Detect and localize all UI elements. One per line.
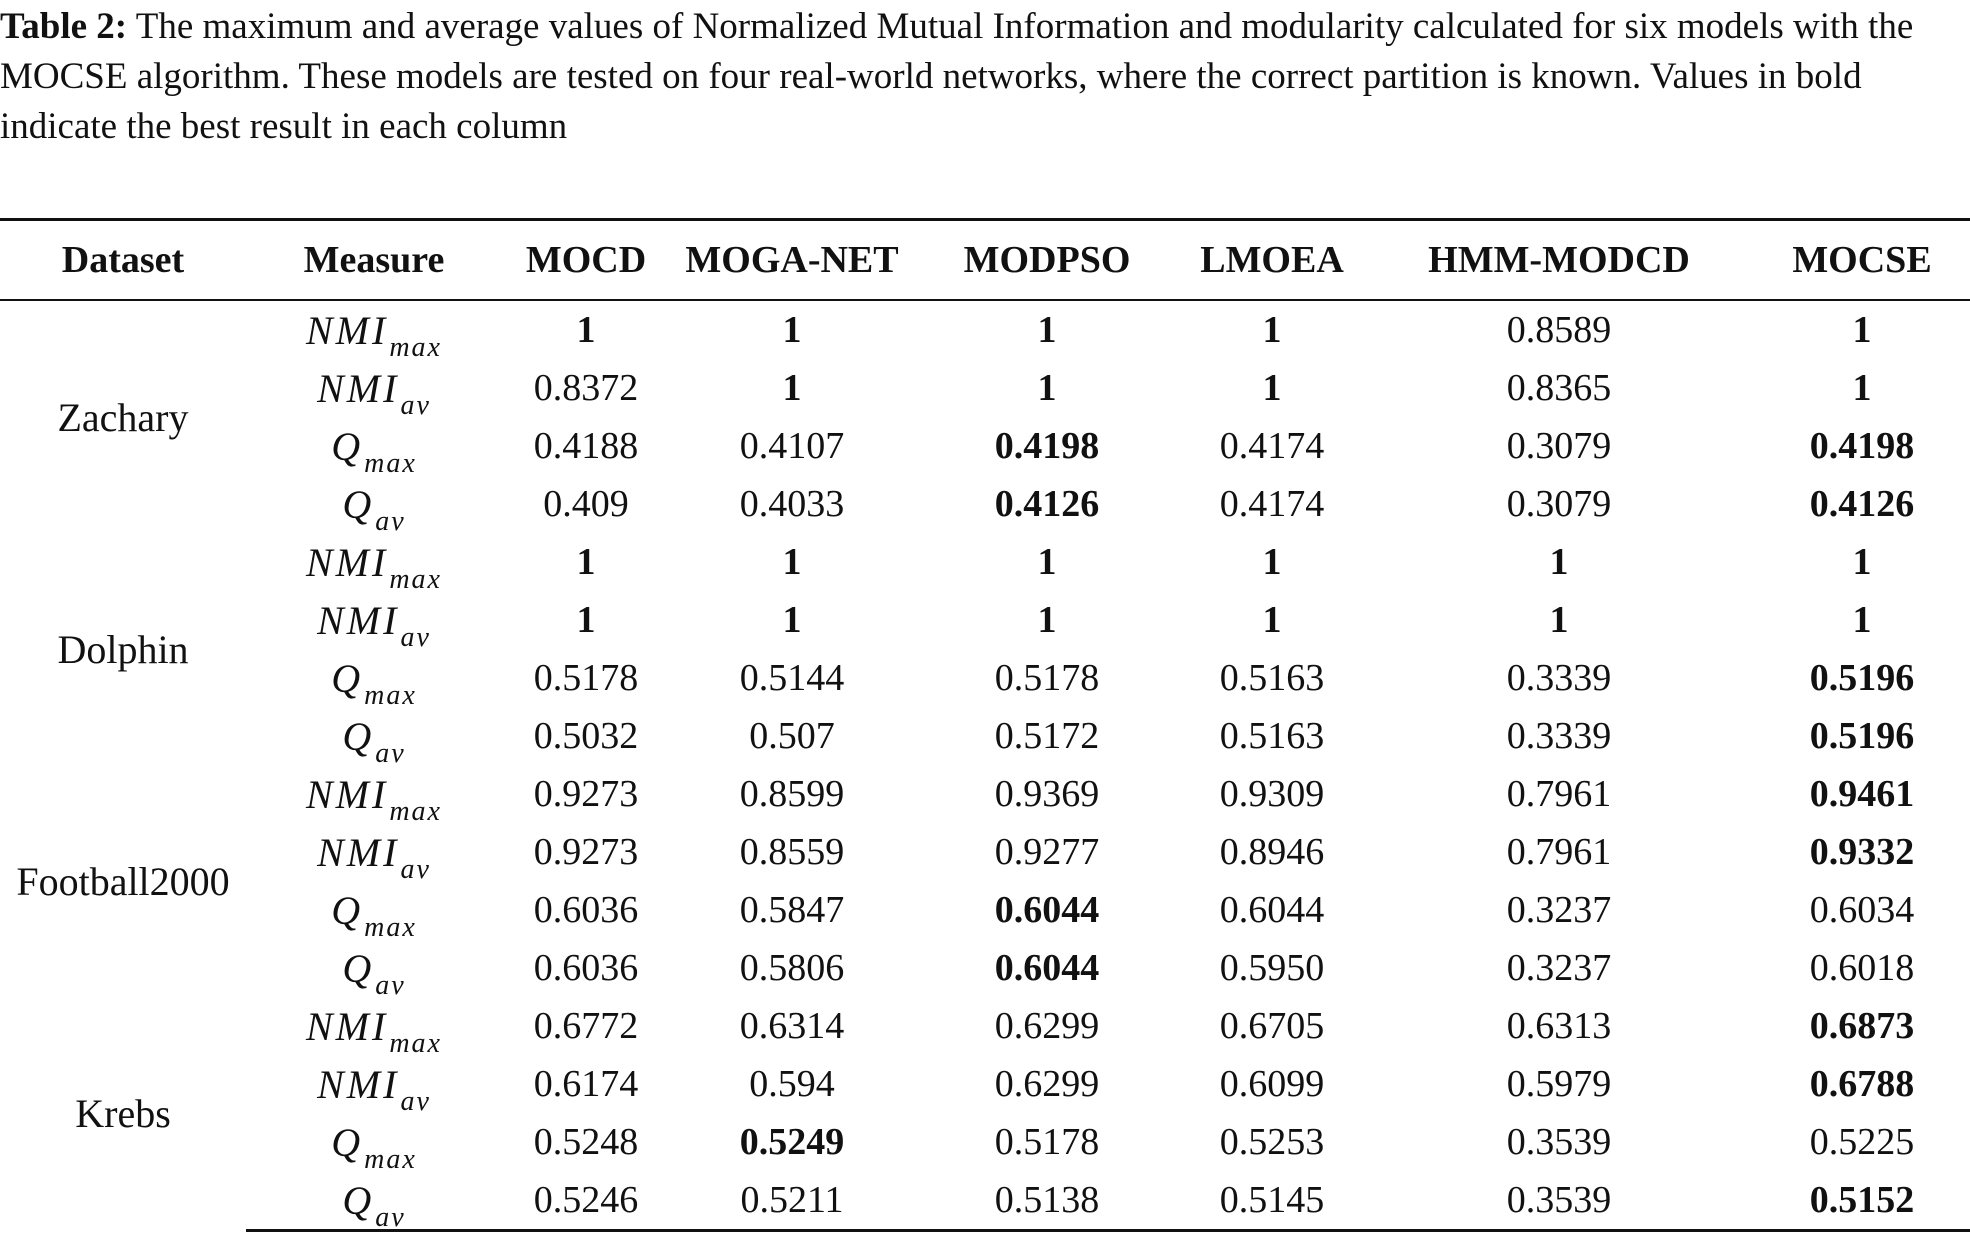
value-cell: 0.6314 xyxy=(739,1005,845,1047)
value-cell: 0.5178 xyxy=(994,1121,1100,1163)
value-cell: 0.4198 xyxy=(994,425,1100,467)
measure-cell xyxy=(246,1171,502,1231)
value-cell: 0.5249 xyxy=(739,1121,845,1163)
value-cell: 1 xyxy=(1852,309,1872,351)
measure-symbol: NMI xyxy=(306,771,389,817)
value-cell: 0.409 xyxy=(543,483,629,525)
measure-symbol: NMI xyxy=(306,1003,389,1049)
value-cell: 0.6036 xyxy=(533,947,639,989)
measure-cell xyxy=(246,533,502,595)
measure-symbol: NMI xyxy=(317,1061,400,1107)
value-cell: 0.4198 xyxy=(1809,425,1915,467)
value-cell: 0.5253 xyxy=(1219,1121,1325,1163)
table-row xyxy=(0,881,1970,939)
value-cell: 0.6018 xyxy=(1809,947,1915,989)
table-row xyxy=(0,1171,1970,1231)
value-cell: 0.594 xyxy=(749,1063,835,1105)
table-row xyxy=(0,417,1970,475)
value-cell: 0.5806 xyxy=(739,947,845,989)
value-cell: 1 xyxy=(1852,599,1872,641)
header-lmoea: LMOEA xyxy=(1180,220,1364,301)
value-cell: 0.7961 xyxy=(1506,831,1612,873)
value-cell: 0.5847 xyxy=(739,889,845,931)
table-caption xyxy=(0,2,1962,152)
value-cell: 0.9461 xyxy=(1809,773,1915,815)
value-cell: 0.6299 xyxy=(994,1063,1100,1105)
value-cell: 1 xyxy=(1262,367,1282,409)
value-cell: 0.9277 xyxy=(994,831,1100,873)
measure-subscript: av xyxy=(400,1085,431,1117)
value-cell: 0.5178 xyxy=(533,657,639,699)
value-cell: 1 xyxy=(782,599,802,641)
value-cell: 0.6036 xyxy=(533,889,639,931)
table-row xyxy=(0,359,1970,417)
value-cell: 0.3339 xyxy=(1506,715,1612,757)
measure-symbol: NMI xyxy=(317,597,400,643)
dataset-cell: Zachary xyxy=(57,394,189,440)
measure-subscript: max xyxy=(364,679,417,711)
table-row xyxy=(0,765,1970,823)
value-cell: 0.6099 xyxy=(1219,1063,1325,1105)
table-row xyxy=(0,649,1970,707)
value-cell: 0.8365 xyxy=(1506,367,1612,409)
caption-text: The maximum and average values of Normalized Mutual Information and modularity calculated for six models with the MOCSE algorithm. These models are tested on four real-world networks, where the correct partition is known. Values in bold indicate the best result in each column xyxy=(0,6,1914,147)
header-row xyxy=(0,220,1970,301)
measure-subscript: av xyxy=(400,853,431,885)
header-mocd: MOCD xyxy=(502,220,670,301)
header-measure: Measure xyxy=(246,220,502,301)
measure-subscript: max xyxy=(364,447,417,479)
measure-symbol: Q xyxy=(331,887,364,933)
value-cell: 0.4188 xyxy=(533,425,639,467)
dataset-cell: Dolphin xyxy=(57,626,189,672)
value-cell: 0.6044 xyxy=(994,947,1100,989)
measure-cell xyxy=(246,939,502,1001)
table-row xyxy=(0,823,1970,881)
value-cell: 1 xyxy=(1262,599,1282,641)
measure-subscript: av xyxy=(375,737,406,769)
dataset-cell: Football2000 xyxy=(16,858,230,904)
value-cell: 1 xyxy=(1037,367,1057,409)
value-cell: 0.7961 xyxy=(1506,773,1612,815)
table-row xyxy=(0,1113,1970,1171)
measure-symbol: Q xyxy=(342,713,375,759)
measure-symbol: NMI xyxy=(306,539,389,585)
value-cell: 0.5163 xyxy=(1219,715,1325,757)
value-cell: 0.3237 xyxy=(1506,947,1612,989)
measure-symbol: NMI xyxy=(317,829,400,875)
header-hmm-modcd: HMM-MODCD xyxy=(1364,220,1754,301)
value-cell: 0.5172 xyxy=(994,715,1100,757)
value-cell: 0.5152 xyxy=(1754,1171,1970,1231)
measure-subscript: max xyxy=(364,911,417,943)
measure-cell xyxy=(246,359,502,421)
value-cell: 1 xyxy=(1852,367,1872,409)
measure-cell xyxy=(246,881,502,943)
value-cell: 1 xyxy=(576,541,596,583)
value-cell: 1 xyxy=(782,541,802,583)
value-cell: 0.6044 xyxy=(994,889,1100,931)
value-cell: 0.5144 xyxy=(739,657,845,699)
value-cell: 0.8946 xyxy=(1219,831,1325,873)
measure-symbol: NMI xyxy=(317,365,400,411)
value-cell: 0.507 xyxy=(749,715,835,757)
table-header xyxy=(0,220,1970,301)
value-cell: 1 xyxy=(1549,541,1569,583)
measure-subscript: av xyxy=(375,969,406,1001)
measure-cell xyxy=(246,417,502,479)
value-cell: 1 xyxy=(782,309,802,351)
table-row xyxy=(0,939,1970,997)
value-cell: 0.5211 xyxy=(670,1171,914,1231)
results-table-container xyxy=(0,218,1970,1232)
measure-subscript: max xyxy=(389,1027,442,1059)
value-cell: 0.5145 xyxy=(1180,1171,1364,1231)
value-cell: 0.4033 xyxy=(739,483,845,525)
measure-cell xyxy=(246,765,502,827)
value-cell: 0.6299 xyxy=(994,1005,1100,1047)
measure-subscript: av xyxy=(375,505,406,537)
table-row xyxy=(0,300,1970,359)
value-cell: 0.4174 xyxy=(1219,425,1325,467)
measure-subscript: max xyxy=(389,795,442,827)
value-cell: 0.6044 xyxy=(1219,889,1325,931)
dataset-cell: Krebs xyxy=(75,1091,171,1137)
caption-label: Table 2: xyxy=(0,6,128,47)
measure-subscript: av xyxy=(400,621,431,653)
measure-subscript: av xyxy=(375,1201,406,1233)
value-cell: 1 xyxy=(1037,541,1057,583)
measure-cell xyxy=(246,649,502,711)
measure-cell xyxy=(246,823,502,885)
value-cell: 0.5196 xyxy=(1809,715,1915,757)
value-cell: 0.3539 xyxy=(1364,1171,1754,1231)
header-mocse: MOCSE xyxy=(1754,220,1970,301)
value-cell: 0.5032 xyxy=(533,715,639,757)
table-body xyxy=(0,300,1970,1231)
header-dataset: Dataset xyxy=(0,220,246,301)
measure-cell xyxy=(246,591,502,653)
value-cell: 1 xyxy=(1037,309,1057,351)
value-cell: 0.4174 xyxy=(1219,483,1325,525)
value-cell: 1 xyxy=(576,599,596,641)
value-cell: 1 xyxy=(1262,309,1282,351)
value-cell: 1 xyxy=(782,367,802,409)
value-cell: 0.3539 xyxy=(1506,1121,1612,1163)
value-cell: 0.5979 xyxy=(1506,1063,1612,1105)
value-cell: 0.3237 xyxy=(1506,889,1612,931)
value-cell: 0.6772 xyxy=(533,1005,639,1047)
value-cell: 0.5178 xyxy=(994,657,1100,699)
value-cell: 0.6873 xyxy=(1809,1005,1915,1047)
measure-subscript: max xyxy=(389,331,442,363)
value-cell: 0.8599 xyxy=(739,773,845,815)
value-cell: 0.9369 xyxy=(994,773,1100,815)
value-cell: 0.6034 xyxy=(1809,889,1915,931)
measure-symbol: Q xyxy=(331,423,364,469)
value-cell: 0.5138 xyxy=(914,1171,1180,1231)
table-row xyxy=(0,707,1970,765)
table-row xyxy=(0,997,1970,1055)
value-cell: 0.4107 xyxy=(739,425,845,467)
value-cell: 0.5163 xyxy=(1219,657,1325,699)
value-cell: 1 xyxy=(576,309,596,351)
measure-symbol: Q xyxy=(342,1177,375,1223)
measure-symbol: Q xyxy=(342,481,375,527)
value-cell: 0.8589 xyxy=(1506,309,1612,351)
value-cell: 0.9309 xyxy=(1219,773,1325,815)
value-cell: 0.5248 xyxy=(533,1121,639,1163)
table-row xyxy=(0,475,1970,533)
table-row xyxy=(0,1055,1970,1113)
value-cell: 0.6313 xyxy=(1506,1005,1612,1047)
value-cell: 1 xyxy=(1852,541,1872,583)
value-cell: 0.4126 xyxy=(1809,483,1915,525)
measure-symbol: Q xyxy=(331,1119,364,1165)
measure-cell xyxy=(246,997,502,1059)
value-cell: 0.3079 xyxy=(1506,425,1612,467)
value-cell: 0.9273 xyxy=(533,831,639,873)
table-row xyxy=(0,591,1970,649)
header-modpso: MODPSO xyxy=(914,220,1180,301)
value-cell: 0.4126 xyxy=(994,483,1100,525)
value-cell: 1 xyxy=(1262,541,1282,583)
value-cell: 0.8372 xyxy=(533,367,639,409)
table-row xyxy=(0,533,1970,591)
measure-symbol: Q xyxy=(342,945,375,991)
value-cell: 0.9273 xyxy=(533,773,639,815)
measure-cell xyxy=(246,300,502,363)
value-cell: 0.8559 xyxy=(739,831,845,873)
value-cell: 0.5196 xyxy=(1809,657,1915,699)
measure-symbol: NMI xyxy=(306,307,389,353)
measure-symbol: Q xyxy=(331,655,364,701)
value-cell: 0.9332 xyxy=(1809,831,1915,873)
value-cell: 0.5950 xyxy=(1219,947,1325,989)
value-cell: 0.3339 xyxy=(1506,657,1612,699)
measure-cell xyxy=(246,707,502,769)
value-cell: 0.6705 xyxy=(1219,1005,1325,1047)
value-cell: 0.5246 xyxy=(502,1171,670,1231)
value-cell: 0.5225 xyxy=(1809,1121,1915,1163)
results-table xyxy=(0,218,1970,1232)
measure-subscript: max xyxy=(364,1143,417,1175)
value-cell: 0.6788 xyxy=(1809,1063,1915,1105)
value-cell: 1 xyxy=(1037,599,1057,641)
header-moga-net: MOGA-NET xyxy=(670,220,914,301)
value-cell: 0.6174 xyxy=(533,1063,639,1105)
value-cell: 1 xyxy=(1549,599,1569,641)
measure-subscript: max xyxy=(389,563,442,595)
measure-cell xyxy=(246,1113,502,1175)
measure-subscript: av xyxy=(400,389,431,421)
value-cell: 0.3079 xyxy=(1506,483,1612,525)
measure-cell xyxy=(246,475,502,537)
measure-cell xyxy=(246,1055,502,1117)
